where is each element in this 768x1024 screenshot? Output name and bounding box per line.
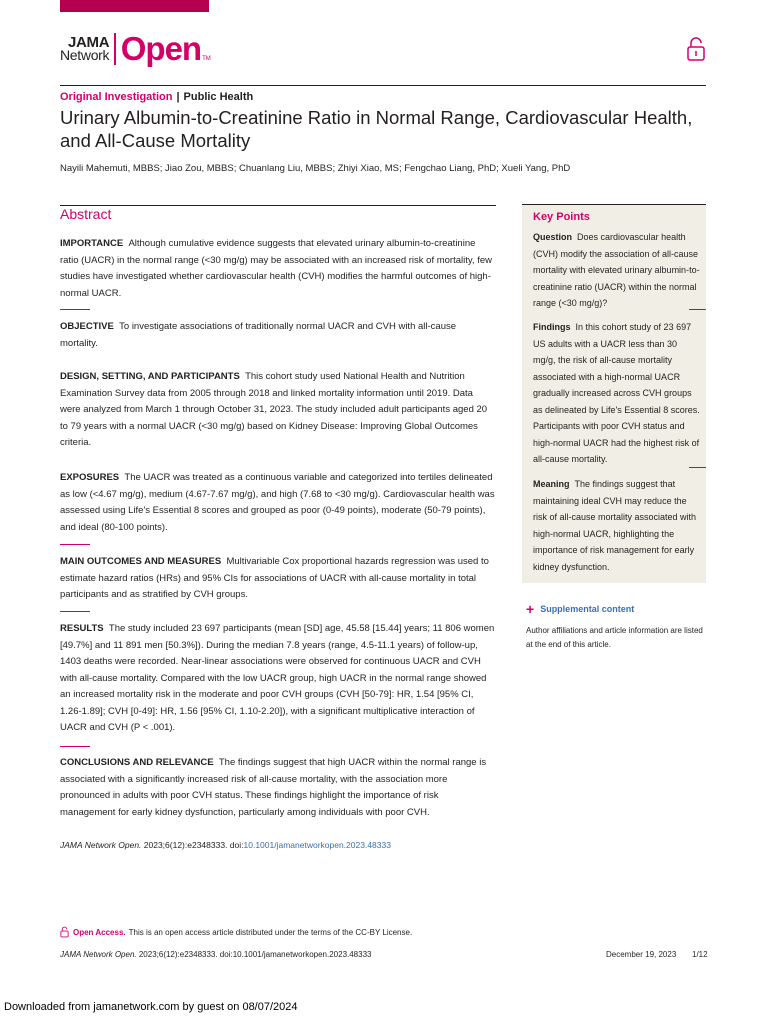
abstract-label: RESULTS xyxy=(60,623,104,634)
abstract-text: Multivariable Cox proportional hazards regression was used to estimate hazard ratios (HRs) and 95% CIs for associations of UACR with all-cause mortality in total participants and as stratified by CVH groups. xyxy=(60,556,489,600)
open-access-note xyxy=(60,926,412,938)
jama-network-open-logo[interactable] xyxy=(60,32,211,66)
footer-date: December 19, 2023 xyxy=(606,950,677,959)
logo-network-text: Network xyxy=(60,47,110,63)
footer-journal: JAMA Network Open. xyxy=(60,950,137,959)
abstract-outcomes xyxy=(60,554,496,604)
key-point-text: Does cardiovascular health (CVH) modify the association of all-cause mortality with elevated urinary albumin-to-creatinine ratio (UACR) within the normal range (<30 mg/g)? xyxy=(533,232,700,308)
abstract-text: The study included 23 697 participants (mean [SD] age, 45.58 [15.44] years; 11 806 women [49.7%] and 11 891 men [50.3%]). During the median 7.8 years (range, 4.5-11.1 years) of follow-up, 1403 deaths were recorded. Near-linear associations were observed for continuous UACR and CVH with all-cause mortality. Compared with the low UACR group, high UACR in the normal range showed an increased mortality risk in the moderate and poor CVH groups (CVH [50-79]: HR, 1.54 [95% CI, 1.26-1.89]; CVH [0-49]: HR, 1.56 [95% CI, 1.10-2.20]), with a significant multiplicative interaction of UACR and CVH (P < .001). xyxy=(60,623,495,733)
abstract-divider xyxy=(60,544,90,545)
plus-icon: + xyxy=(526,601,535,617)
key-points-divider xyxy=(689,309,706,310)
key-points-heading: Key Points xyxy=(533,211,590,223)
footer-citation-text: 2023;6(12):e2348333. doi:10.1001/jamanetworkopen.2023.48333 xyxy=(136,950,372,959)
abstract-importance xyxy=(60,236,496,302)
logo-divider xyxy=(114,33,116,65)
abstract-text: Although cumulative evidence suggests that elevated urinary albumin-to-creatinine ratio (UACR) in the normal range (<30 mg/g) may be associated with an increased risk of mortality, few studies have investigated whether cardiovascular health (CVH) modifies the harmful outcomes of high-normal UACR. xyxy=(60,238,492,299)
article-meta xyxy=(60,91,253,103)
abstract-exposures xyxy=(60,470,496,536)
abstract-rule xyxy=(60,205,496,206)
article-title: Urinary Albumin-to-Creatinine Ratio in Normal Range, Cardiovascular Health, and All-Cause Mortality xyxy=(60,107,693,151)
abstract-divider xyxy=(60,746,90,747)
header-rule xyxy=(60,85,706,86)
supplemental-content-link[interactable] xyxy=(526,601,634,617)
key-point-label: Question xyxy=(533,232,573,242)
abstract-label: OBJECTIVE xyxy=(60,321,114,332)
open-lock-icon xyxy=(60,926,69,938)
abstract-text: The UACR was treated as a continuous variable and categorized into tertiles delineated as low (<4.67 mg/g), medium (4.67-7.67 mg/g), and high (7.68 to <30 mg/g). Cardiovascular health was assessed using Life's Essential 8 scores and grouped as poor (0-49 points), moderate (50-79 points), and ideal (80-100 points). xyxy=(60,472,495,533)
logo-jama-network xyxy=(60,36,109,62)
abstract-label: CONCLUSIONS AND RELEVANCE xyxy=(60,757,214,768)
article-section[interactable]: Public Health xyxy=(183,91,254,103)
citation-journal: JAMA Network Open. xyxy=(60,840,142,850)
abstract-label: EXPOSURES xyxy=(60,472,120,483)
footer-citation xyxy=(60,950,371,959)
download-watermark: Downloaded from jamanetwork.com by guest on 08/07/2024 xyxy=(4,1001,298,1013)
abstract-text: The findings suggest that high UACR within the normal range is associated with a significantly increased risk of all-cause mortality, with the association more pronounced in adults with poor CVH status. These findings highlight the importance of risk management for early kidney dysfunction, particularly among individuals with poor CVH. xyxy=(60,757,487,818)
meta-separator: | xyxy=(176,91,180,103)
key-points-divider xyxy=(689,467,706,468)
abstract-divider xyxy=(60,611,90,612)
abstract-label: IMPORTANCE xyxy=(60,238,124,249)
logo-tm-text: TM xyxy=(202,56,211,62)
open-access-text: This is an open access article distributed under the terms of the CC-BY License. xyxy=(128,927,413,937)
logo-jama-text: JAMA xyxy=(67,34,110,51)
abstract-label: DESIGN, SETTING, AND PARTICIPANTS xyxy=(60,371,240,382)
key-points-box xyxy=(522,204,706,583)
key-point-question xyxy=(533,229,701,312)
citation-text: 2023;6(12):e2348333. doi: xyxy=(141,840,244,850)
author-affiliations-note: Author affiliations and article information are listed at the end of this article. xyxy=(526,626,703,649)
open-access-label: Open Access. xyxy=(73,927,126,937)
key-point-text: In this cohort study of 23 697 US adults with a UACR less than 30 mg/g, the risk of all-cause mortality associated with a high-normal UACR gradually increased across CVH groups as delineated by Life's Essential 8 scores. Participants with poor CVH status and high-normal UACR had the highest risk of all-cause mortality. xyxy=(533,322,700,464)
abstract-conclusions xyxy=(60,755,496,821)
key-point-text: The findings suggest that maintaining ideal CVH may reduce the risk of all-cause mortality associated with high-normal UACR, highlighting the importance of risk management for early kidney dysfunction. xyxy=(533,479,697,572)
brand-top-bar xyxy=(60,0,209,12)
article-type[interactable]: Original Investigation xyxy=(60,91,173,103)
footer-page-number: 1/12 xyxy=(692,950,708,959)
abstract-text: This cohort study used National Health and Nutrition Examination Survey data from 2005 through 2018 and linked mortality information until 2019. Data were analyzed from March 1 through October 31, 2023. The study included adult participants aged 20 to 79 years with a normal UACR (<30 mg/g) based on Kidney Disease: Improving Global Outcomes criteria. xyxy=(60,371,488,448)
abstract-objective xyxy=(60,319,496,352)
key-point-findings xyxy=(533,319,701,468)
abstract-results xyxy=(60,621,496,737)
open-lock-icon xyxy=(686,36,706,62)
supplemental-label: Supplemental content xyxy=(540,604,635,614)
key-point-label: Findings xyxy=(533,322,571,332)
abstract-divider xyxy=(60,309,90,310)
logo-open-text: Open xyxy=(120,30,202,67)
abstract-label: MAIN OUTCOMES AND MEASURES xyxy=(60,556,222,567)
abstract-design xyxy=(60,369,496,452)
abstract-citation xyxy=(60,840,391,850)
key-point-label: Meaning xyxy=(533,479,570,489)
key-point-meaning xyxy=(533,476,701,575)
article-authors: Nayili Mahemuti, MBBS; Jiao Zou, MBBS; Chuanlang Liu, MBBS; Zhiyi Xiao, MS; Fengchao Liang, PhD; Xueli Yang, PhD xyxy=(60,163,571,174)
abstract-heading: Abstract xyxy=(60,206,112,222)
abstract-text: To investigate associations of traditionally normal UACR and CVH with all-cause mortality. xyxy=(60,321,457,349)
citation-doi-link[interactable]: 10.1001/jamanetworkopen.2023.48333 xyxy=(243,840,391,850)
